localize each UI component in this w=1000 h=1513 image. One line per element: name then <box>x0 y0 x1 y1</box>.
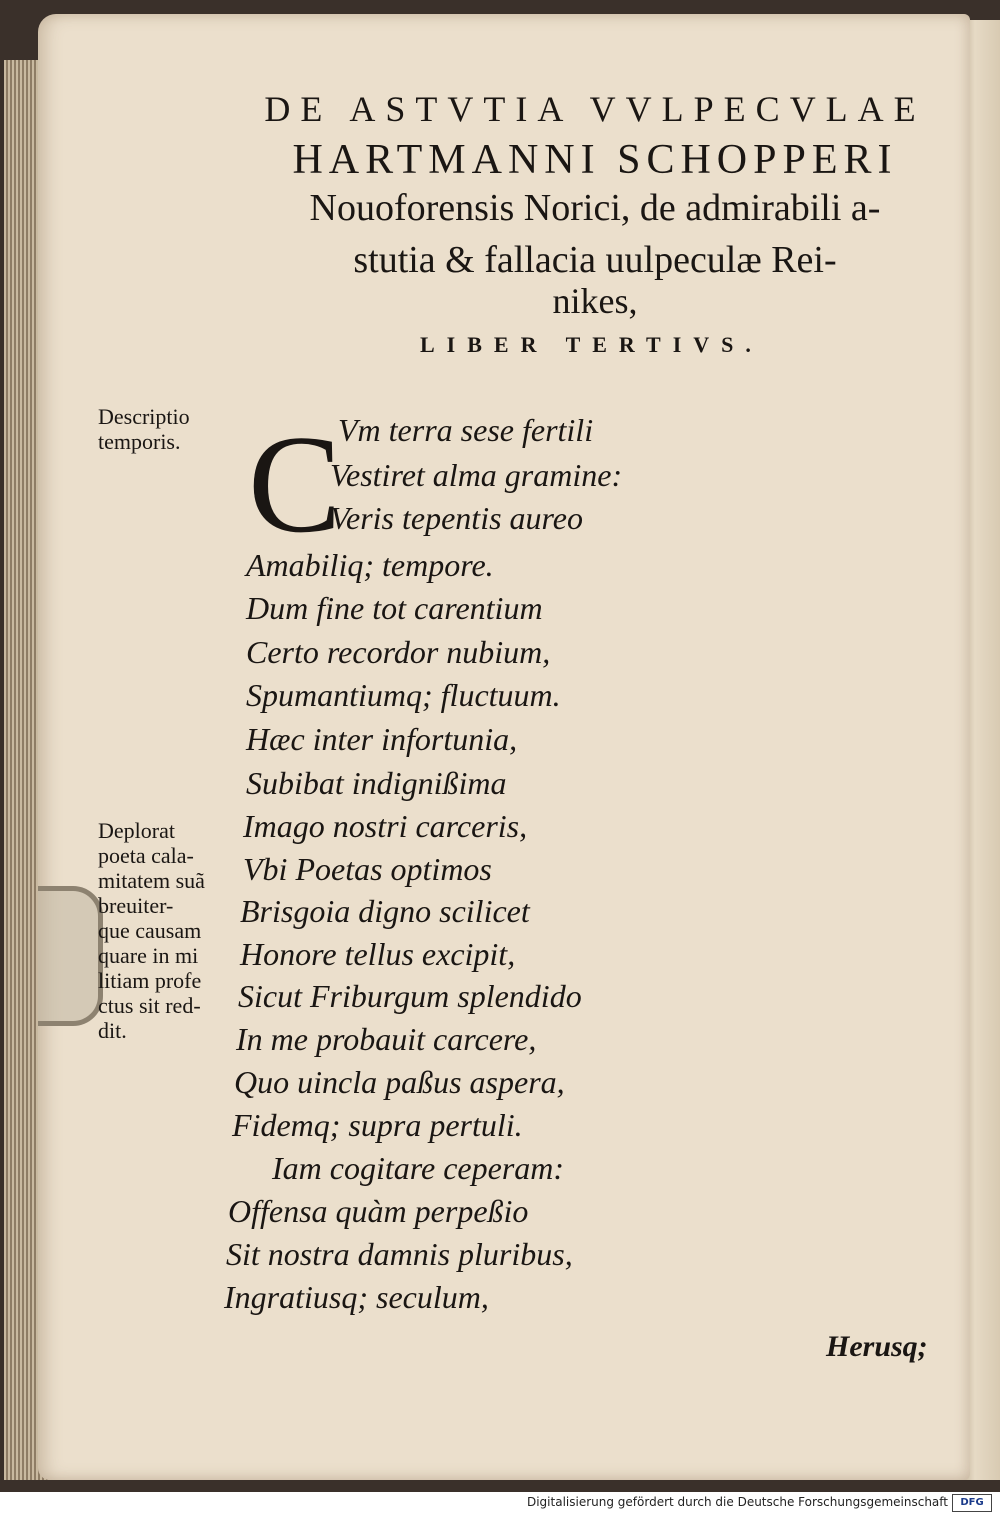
verse-line: Hæc inter infortunia, <box>246 721 518 757</box>
verse-line: Sit nostra damnis pluribus, <box>226 1236 573 1272</box>
margin-note-line: litiam profe <box>98 968 202 993</box>
verse-line: Vm terra sese fertili <box>338 412 594 448</box>
verse-line: Certo recordor nubium, <box>246 634 551 670</box>
verse-line: Spumantiumq; fluctuum. <box>246 677 561 713</box>
verse-line: Brisgoia digno scilicet <box>240 893 530 929</box>
verse-line: Vbi Poetas optimos <box>243 851 492 887</box>
verse-line: Fidemq; supra pertuli. <box>232 1107 523 1143</box>
heading-line-5: nikes, <box>552 281 638 321</box>
verse-line: In me probauit carcere, <box>236 1021 537 1057</box>
book-number-heading: LIBER TERTIVS. <box>420 332 763 357</box>
heading-author: HARTMANNI SCHOPPERI <box>292 137 898 183</box>
verse-line: Sicut Friburgum splendido <box>238 978 582 1014</box>
margin-note-line: mitatem suã <box>98 868 205 893</box>
margin-note-line: temporis. <box>98 429 181 454</box>
margin-note-deplorat <box>98 818 238 1043</box>
footer-bar <box>0 1492 1000 1513</box>
verse-line: Iam cogitare ceperam: <box>272 1150 565 1186</box>
margin-note-line: Descriptio <box>98 404 190 429</box>
heading-line-1: DE ASTVTIA VVLPECVLAE <box>264 89 926 129</box>
verse-line: Veris tepentis aureo <box>330 500 583 536</box>
verse-line: Vestiret alma gramine: <box>330 457 623 493</box>
heading-line-4: stutia & fallacia uulpeculæ Rei- <box>353 239 837 281</box>
drop-capital: C <box>248 407 342 562</box>
verse-line: Offensa quàm perpeßio <box>228 1193 529 1229</box>
verse-line: Quo uincla paßus aspera, <box>234 1064 565 1100</box>
verse-line: Dum fine tot carentium <box>246 590 543 626</box>
verse-line: Imago nostri carceris, <box>243 808 528 844</box>
book-clasp <box>38 886 103 1026</box>
margin-note-line: dit. <box>98 1018 127 1043</box>
heading-line-3: Nouoforensis Norici, de admirabili a- <box>309 187 881 229</box>
verse-line: Ingratiusq; seculum, <box>224 1279 489 1315</box>
catchword: Herusq; <box>826 1330 928 1363</box>
footer-credit: Digitalisierung gefördert durch die Deutsche Forschungsgemeinschaft <box>526 1495 948 1509</box>
margin-note-line: Deplorat <box>98 818 175 843</box>
verse-line: Subibat indignißima <box>246 765 507 801</box>
margin-note-descriptio <box>98 404 238 454</box>
margin-note-line: poeta cala- <box>98 843 194 868</box>
dfg-logo-icon: DFG <box>952 1494 992 1512</box>
verse-line: Honore tellus excipit, <box>240 936 516 972</box>
margin-note-line: que causam <box>98 918 202 943</box>
margin-note-line: quare in mi <box>98 943 199 968</box>
margin-note-line: ctus sit red- <box>98 993 201 1018</box>
margin-note-line: breuiter- <box>98 893 174 918</box>
verse-line: Amabiliq; tempore. <box>246 547 494 583</box>
